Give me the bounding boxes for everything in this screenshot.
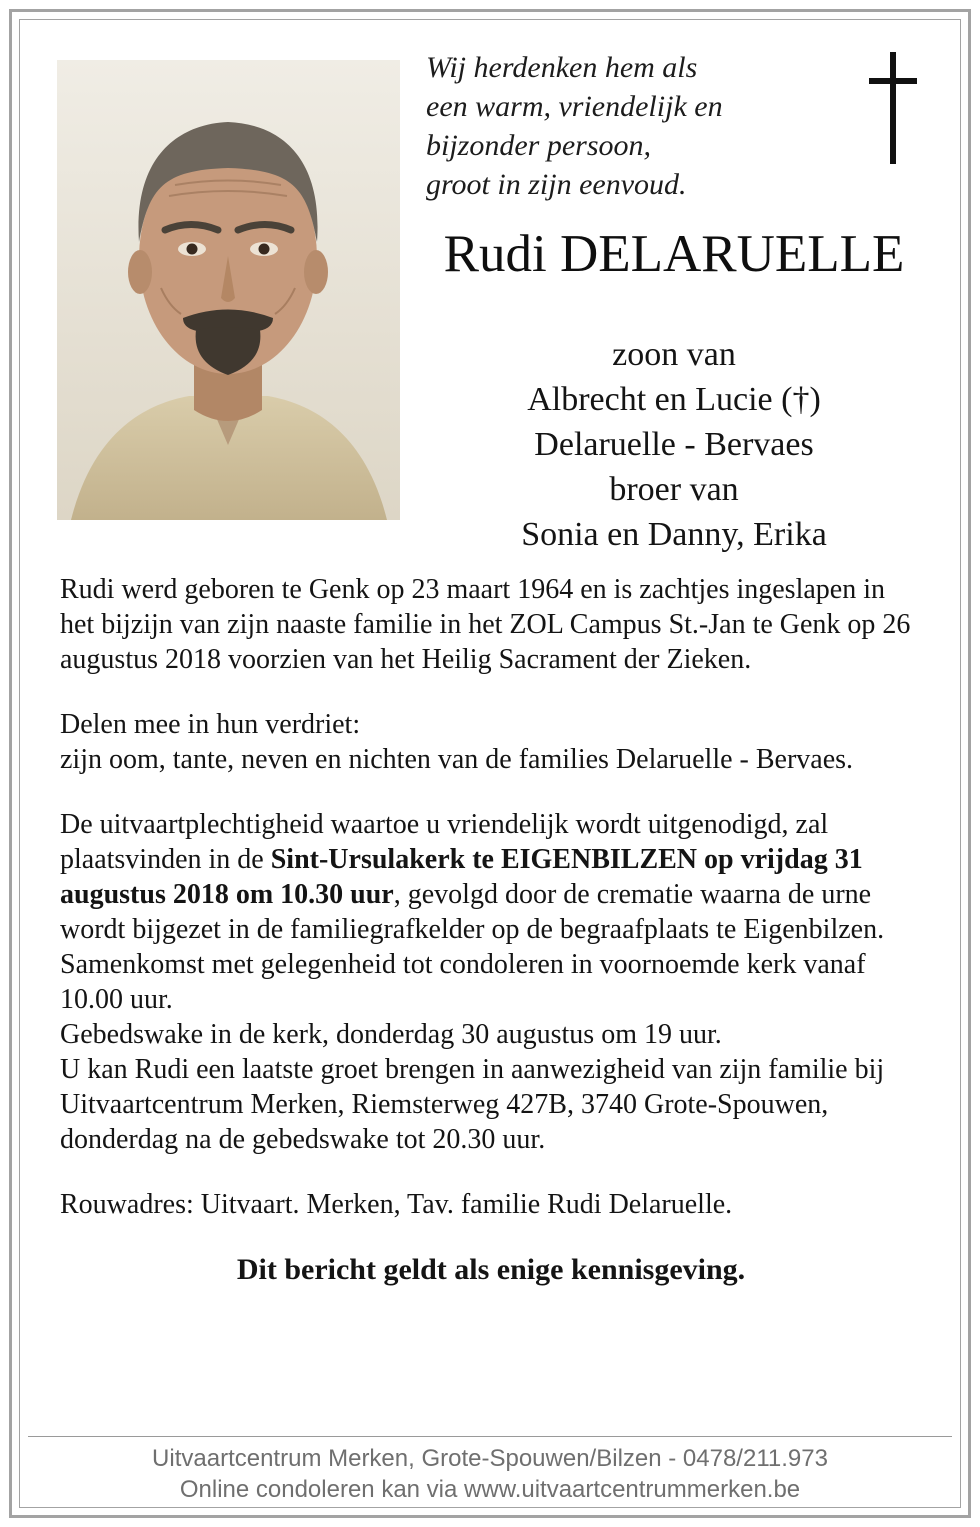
family-line: Delaruelle - Bervaes	[534, 426, 814, 463]
paragraph-grief-families: zijn oom, tante, neven en nichten van de families Delaruelle - Bervaes.	[60, 744, 854, 775]
paragraph-grief-intro: Delen mee in hun verdriet:	[60, 709, 361, 740]
cross-icon	[860, 50, 926, 166]
portrait-illustration	[57, 60, 400, 520]
paragraph-vigil: Gebedswake in de kerk, donderdag 30 augustus om 19 uur.	[60, 1019, 722, 1050]
family-line: broer van	[609, 471, 739, 508]
quote-line: een warm, vriendelijk en	[426, 90, 723, 123]
family-line: Sonia en Danny, Erika	[521, 516, 827, 553]
family-line: Albrecht en Lucie (†)	[527, 381, 821, 418]
paragraph-funeral-service	[60, 807, 922, 1017]
announcement-body	[60, 572, 922, 1287]
footer	[28, 1436, 952, 1505]
paragraph-mourning-address: Rouwadres: Uitvaart. Merken, Tav. familie Rudi Delaruelle.	[60, 1189, 733, 1220]
service-text-normal: , gevolgd door de crematie waarna de urne wordt bijgezet in de familiegrafkelder op de begraafplaats te Eigenbilzen. Samenkomst met gelegenheid tot condoleren in voornoemde kerk vanaf 10.00 uur.	[60, 879, 885, 1015]
quote-line: bijzonder persoon,	[426, 129, 651, 162]
deceased-name: Rudi DELARUELLE	[443, 225, 905, 283]
family-line: zoon van	[612, 336, 736, 373]
footer-funeral-home: Uitvaartcentrum Merken, Grote-Spouwen/Bilzen - 0478/211.973	[152, 1445, 828, 1472]
family-block	[412, 332, 936, 557]
paragraph-birth-death: Rudi werd geboren te Genk op 23 maart 1964 en is zachtjes ingeslapen in het bijzijn van zijn naaste familie in het ZOL Campus St.-Jan te Genk op 26 augustus 2018 voorzien van het Heilig Sacrament der Zieken.	[60, 574, 911, 675]
portrait-photo	[57, 60, 400, 520]
sole-notification-notice: Dit bericht geldt als enige kennisgeving.	[236, 1253, 746, 1286]
service-text-bold: Sint-Ursulakerk te EIGENBILZEN op vrijdag 31 augustus 2018 om 10.30 uur	[60, 844, 863, 910]
quote-line: groot in zijn eenvoud.	[426, 168, 687, 201]
memorial-quote	[426, 48, 846, 204]
paragraph-last-greeting: U kan Rudi een laatste groet brengen in aanwezigheid van zijn familie bij Uitvaartcentrum Merken, Riemsterweg 427B, 3740 Grote-Spouwen, donderdag na de gebedswake tot 20.30 uur.	[60, 1054, 885, 1155]
service-text-normal: De uitvaartplechtigheid waartoe u vriendelijk wordt uitgenodigd, zal plaatsvinden in de	[60, 809, 829, 875]
quote-line: Wij herdenken hem als	[426, 51, 698, 84]
footer-condolence-url: Online condoleren kan via www.uitvaartcentrummerken.be	[179, 1476, 801, 1503]
latin-cross-icon	[860, 50, 926, 166]
